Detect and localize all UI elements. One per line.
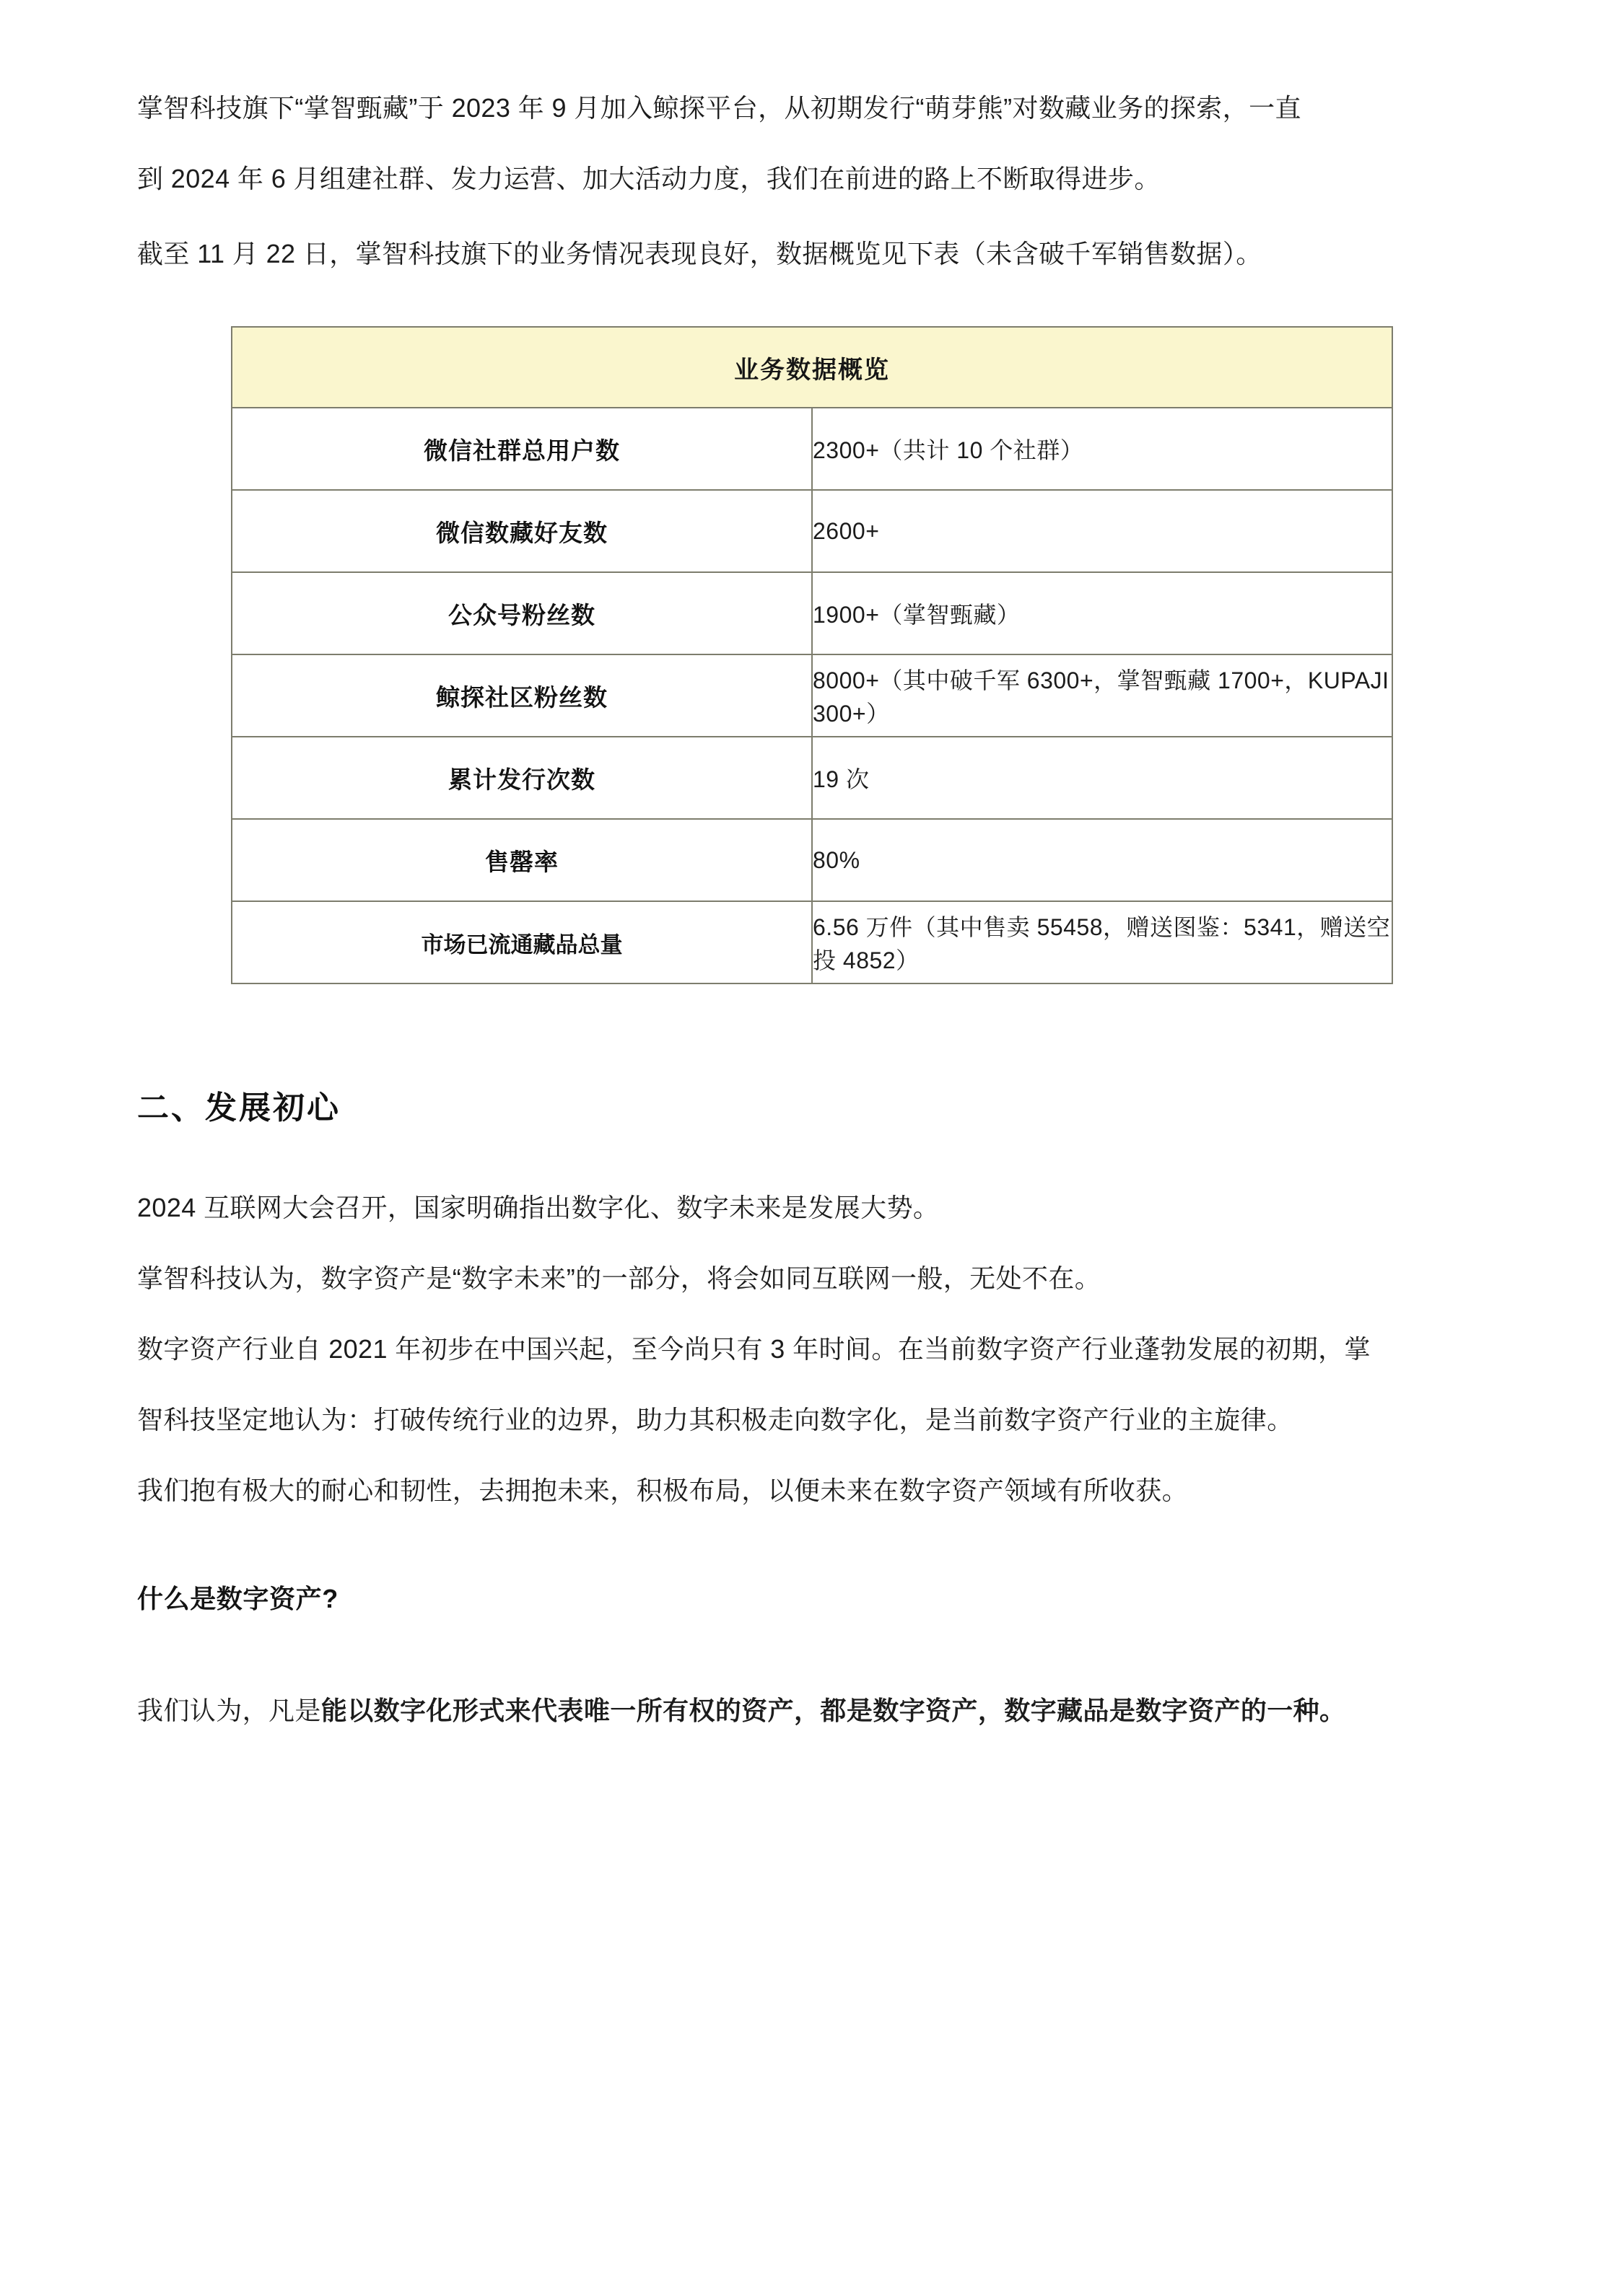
table-title: 业务数据概览 bbox=[232, 327, 1392, 408]
section-heading-development: 二、发展初心 bbox=[137, 1090, 341, 1126]
definition-bold: 能以数字化形式来代表唯一所有权的资产，都是数字资产，数字藏品是数字资产的一种。 bbox=[320, 1696, 1346, 1726]
business-data-table-wrapper bbox=[231, 326, 1393, 984]
paragraph-digital-asset-view: 掌智科技认为，数字资产是“数字未来”的一部分，将会如同互联网一般，无处不在。 bbox=[137, 1263, 1101, 1294]
row-label: 公众号粉丝数 bbox=[232, 572, 812, 654]
document-content bbox=[137, 0, 1498, 1727]
subheading-what-is-digital-asset: 什么是数字资产? bbox=[137, 1584, 339, 1614]
row-value: 8000+（其中破千军 6300+，掌智甄藏 1700+，KUPAJI 300+） bbox=[812, 654, 1392, 737]
paragraph-as-of: 截至 11 月 22 日，掌智科技旗下的业务情况表现良好，数据概览见下表（未含破千军销售数据）。 bbox=[137, 239, 1262, 268]
row-label: 鲸探社区粉丝数 bbox=[232, 654, 812, 737]
definition-prefix: 我们认为，凡是 bbox=[137, 1696, 321, 1726]
row-label: 累计发行次数 bbox=[232, 737, 812, 819]
table-title-row bbox=[232, 327, 1392, 408]
table-row bbox=[232, 654, 1392, 737]
table-row bbox=[232, 819, 1392, 901]
table-row bbox=[232, 901, 1392, 983]
row-value: 6.56 万件（其中售卖 55458，赠送图鉴：5341，赠送空投 4852） bbox=[812, 901, 1392, 983]
paragraph-conference: 2024 互联网大会召开，国家明确指出数字化、数字未来是发展大势。 bbox=[137, 1193, 940, 1223]
row-value: 2600+ bbox=[812, 490, 1392, 572]
table-row bbox=[232, 737, 1392, 819]
paragraph-industry-history-line2: 智科技坚定地认为：打破传统行业的边界，助力其积极走向数字化，是当前数字资产行业的主旋律。 bbox=[137, 1405, 1293, 1435]
row-value: 1900+（掌智甄藏） bbox=[812, 572, 1392, 654]
row-value: 2300+（共计 10 个社群） bbox=[812, 408, 1392, 490]
section2-body bbox=[137, 1195, 1498, 1504]
table-head bbox=[232, 327, 1392, 408]
row-label: 市场已流通藏品总量 bbox=[232, 901, 812, 983]
paragraph-intro bbox=[137, 95, 1498, 192]
business-data-table bbox=[231, 326, 1393, 984]
row-label: 售罄率 bbox=[232, 819, 812, 901]
row-value: 19 次 bbox=[812, 737, 1392, 819]
table-row bbox=[232, 490, 1392, 572]
row-label: 微信社群总用户数 bbox=[232, 408, 812, 490]
row-value: 80% bbox=[812, 819, 1392, 901]
paragraph-industry-history-line1: 数字资产行业自 2021 年初步在中国兴起，至今尚只有 3 年时间。在当前数字资产行业蓬勃发展的初期，掌 bbox=[137, 1334, 1371, 1364]
paragraph-intro-line1: 掌智科技旗下“掌智甄藏”于 2023 年 9 月加入鲸探平台，从初期发行“萌芽熊”对数藏业务的探索，一直 bbox=[137, 93, 1301, 123]
paragraph-patience: 我们抱有极大的耐心和韧性，去拥抱未来，积极布局，以便未来在数字资产领域有所收获。 bbox=[137, 1476, 1189, 1506]
paragraph-industry-history bbox=[137, 1336, 1498, 1433]
table-row bbox=[232, 408, 1392, 490]
table-row bbox=[232, 572, 1392, 654]
paragraph-definition bbox=[137, 1691, 1498, 1727]
table-body bbox=[232, 408, 1392, 983]
paragraph-intro-line2: 到 2024 年 6 月组建社群、发力运营、加大活动力度，我们在前进的路上不断取得进步。 bbox=[137, 164, 1161, 193]
row-label: 微信数藏好友数 bbox=[232, 490, 812, 572]
